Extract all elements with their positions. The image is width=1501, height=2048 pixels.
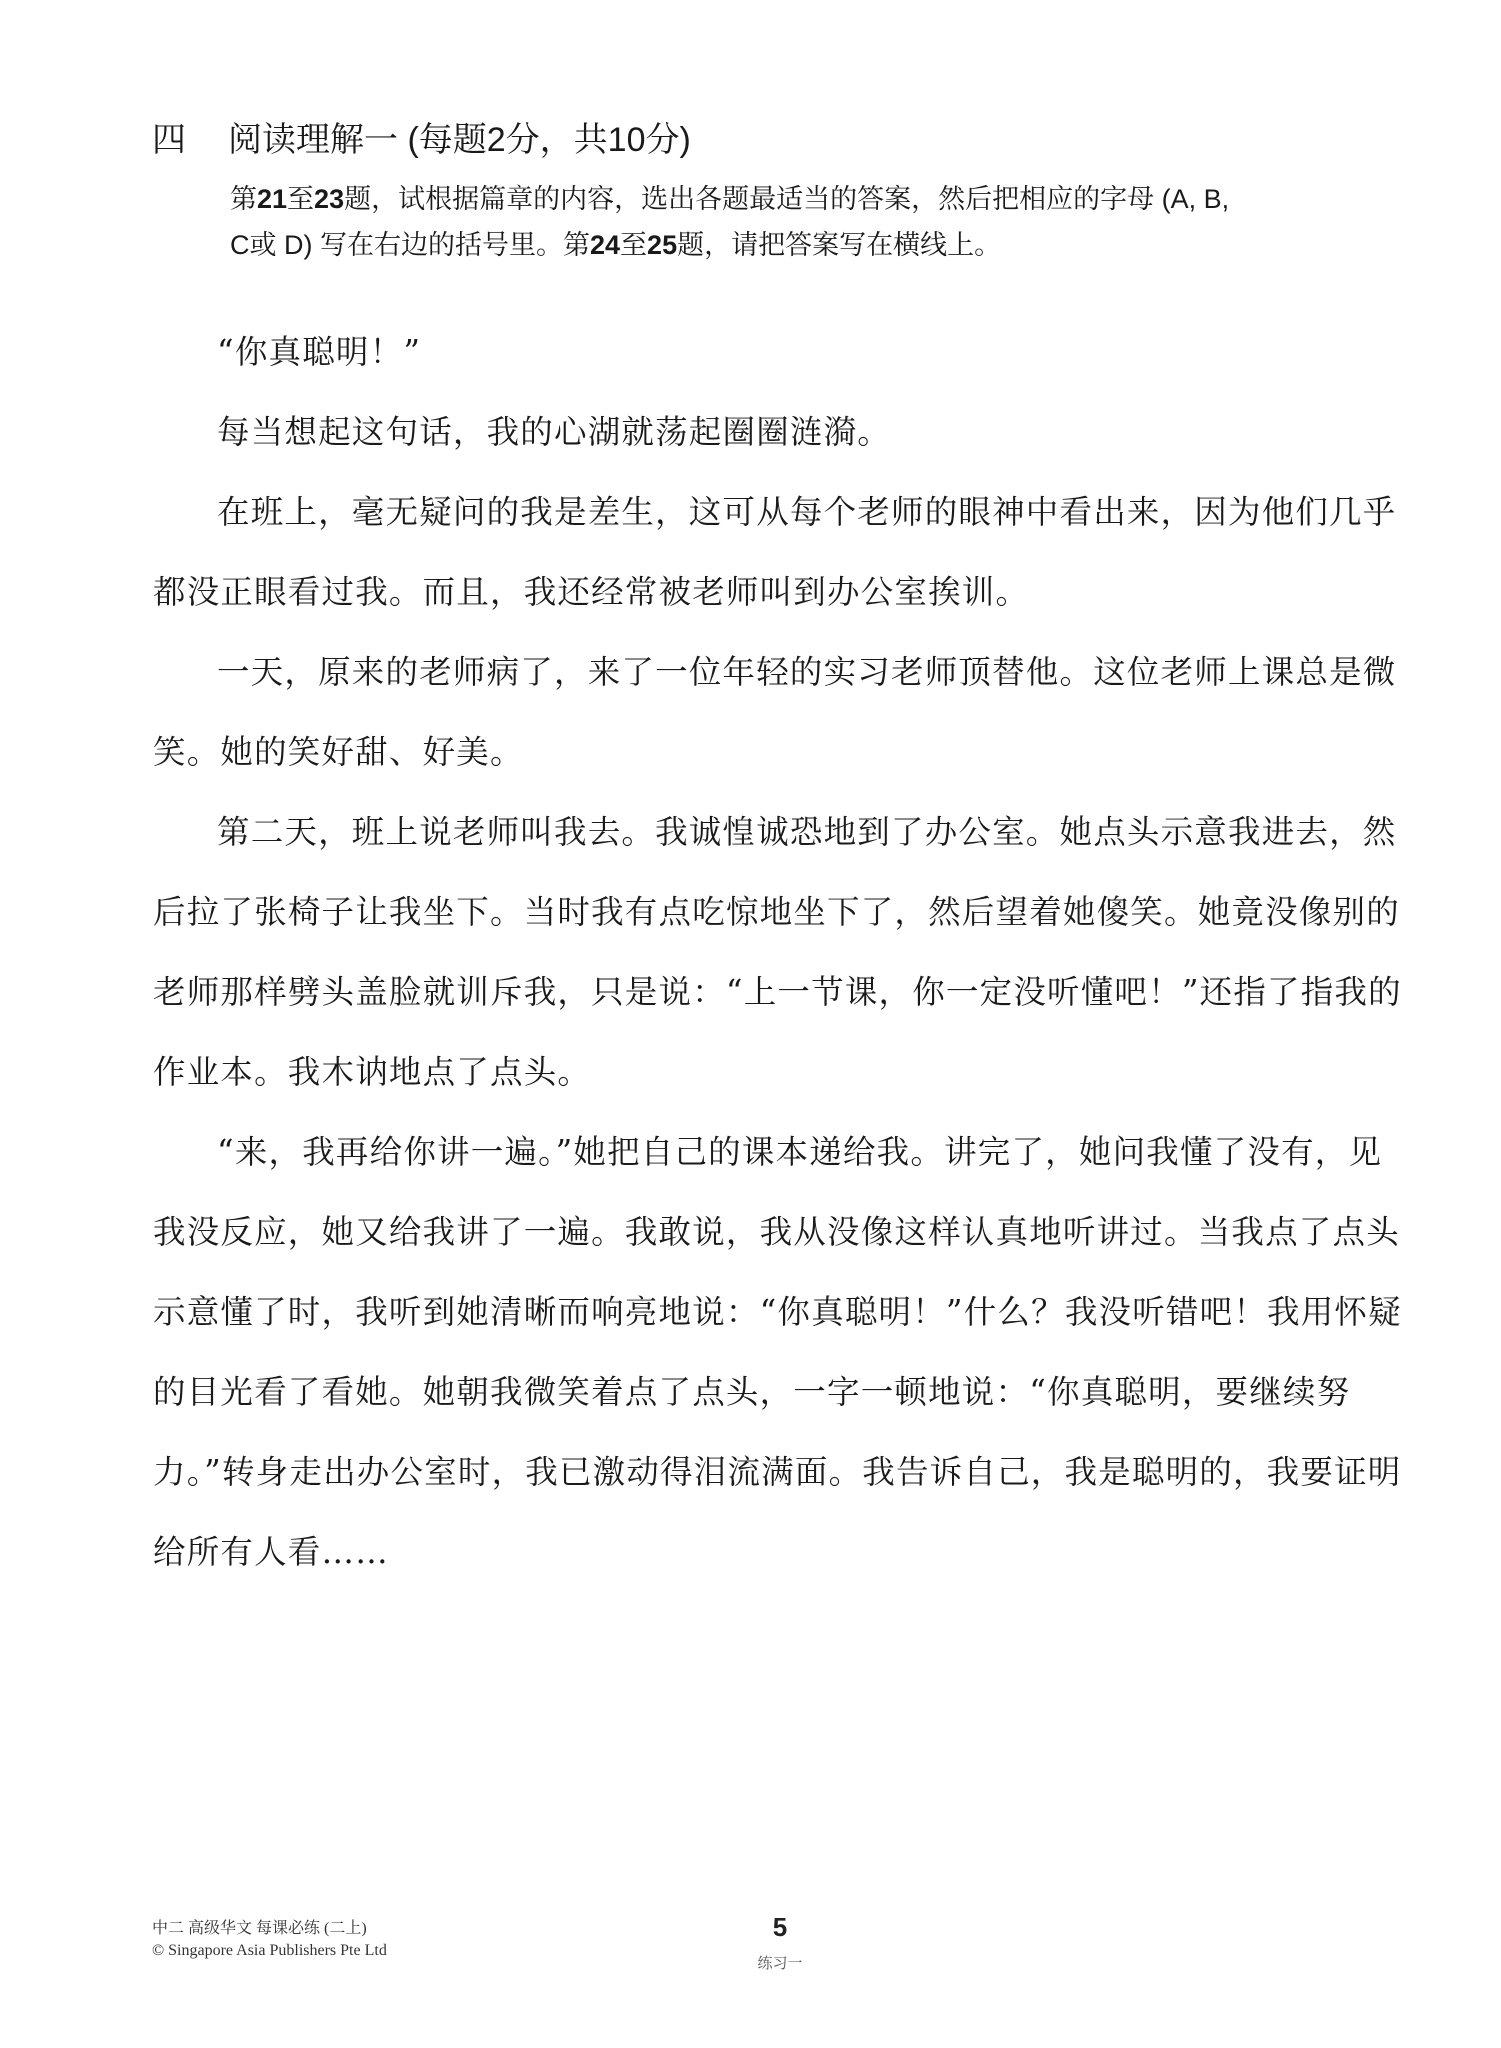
section-number: 四 [152, 121, 186, 159]
passage-paragraph: “来，我再给你讲一遍。”她把自己的课本递给我。讲完了，她问我懂了没有，见我没反应，她又给我讲了一遍。我敢说，我从没像这样认真地听讲过。当我点了点头示意懂了时，我听到她清晰而响亮地说：“你真聪明！”什么？我没听错吧！我用怀疑的目光看了看她。她朝我微笑着点了点头，一字一顿地说：“你真聪明，要继续努力。”转身走出办公室时，我已激动得泪流满面。我告诉自己，我是聪明的，我要证明给所有人看…… [153, 1133, 1402, 1571]
passage-paragraph: 在班上，毫无疑问的我是差生，这可从每个老师的眼神中看出来，因为他们几乎都没正眼看过我。而且，我还经常被老师叫到办公室挨训。 [153, 493, 1397, 611]
passage-paragraph: 一天，原来的老师病了，来了一位年轻的实习老师顶替他。这位老师上课总是微笑。她的笑好甜、好美。 [153, 653, 1397, 771]
instructions [230, 176, 1410, 268]
instr-text: 至 [620, 230, 648, 260]
passage-paragraph: “你真聪明！” [217, 333, 422, 371]
passage-paragraph: 第二天，班上说老师叫我去。我诚惶诚恐地到了办公室。她点头示意我进去，然后拉了张椅子让我坐下。当时我有点吃惊地坐下了，然后望着她傻笑。她竟没像别的老师那样劈头盖脸就训斥我，只是说：“上一节课，你一定没听懂吧！”还指了指我的作业本。我木讷地点了点头。 [153, 813, 1402, 1091]
section-title: 阅读理解一 (每题2分，共10分) [228, 121, 691, 159]
question-number: 21 [257, 184, 288, 214]
instr-text: 题，试根据篇章的内容，选出各题最适当的答案，然后把相应的字母 (A, B, [344, 184, 1230, 214]
instructions-line-1 [230, 176, 1410, 222]
reading-passage [153, 312, 1403, 1592]
instructions-line-2 [230, 222, 1410, 268]
instr-text: 第 [230, 184, 257, 214]
instr-text: 至 [287, 184, 315, 214]
book-title: 中二 高级华文 每课必练 (二上) [152, 1920, 367, 1937]
exercise-label: 练习一 [757, 1954, 803, 1972]
page-number: 5 [772, 1912, 788, 1942]
question-number: 25 [647, 230, 678, 260]
copyright: © Singapore Asia Publishers Pte Ltd [152, 1942, 387, 1959]
footer-info [152, 1918, 387, 1962]
question-number: 24 [590, 230, 621, 260]
question-number: 23 [314, 184, 345, 214]
instr-text: 题，请把答案写在横线上。 [677, 230, 1002, 260]
section-heading [152, 112, 691, 161]
passage-paragraph: 每当想起这句话，我的心湖就荡起圈圈涟漪。 [217, 413, 892, 451]
instr-text: C或 D) 写在右边的括号里。第 [230, 230, 590, 260]
